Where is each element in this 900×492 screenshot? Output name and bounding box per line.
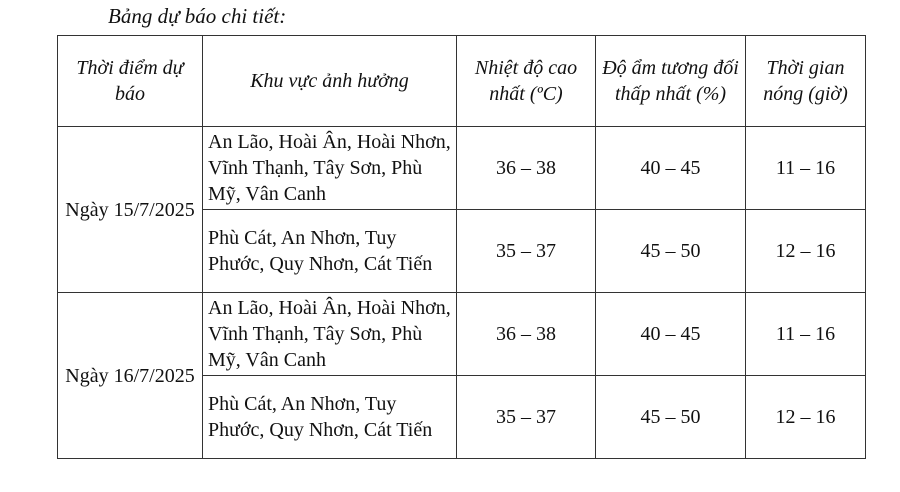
table-row <box>58 293 866 376</box>
forecast-table <box>57 35 866 459</box>
area-cell: Phù Cát, An Nhơn, Tuy Phước, Quy Nhơn, Cát Tiến <box>203 376 457 459</box>
temp-cell: 35 – 37 <box>457 376 596 459</box>
hours-cell: 11 – 16 <box>746 127 866 210</box>
date-cell: Ngày 16/7/2025 <box>58 293 203 459</box>
header-min-humidity: Độ ẩm tương đối thấp nhất (%) <box>596 36 746 127</box>
hours-cell: 12 – 16 <box>746 210 866 293</box>
hours-cell: 12 – 16 <box>746 376 866 459</box>
header-affected-area: Khu vực ảnh hưởng <box>203 36 457 127</box>
temp-cell: 36 – 38 <box>457 127 596 210</box>
area-cell: Phù Cát, An Nhơn, Tuy Phước, Quy Nhơn, Cát Tiến <box>203 210 457 293</box>
temp-cell: 36 – 38 <box>457 293 596 376</box>
temp-cell: 35 – 37 <box>457 210 596 293</box>
humidity-cell: 45 – 50 <box>596 376 746 459</box>
humidity-cell: 45 – 50 <box>596 210 746 293</box>
area-cell: An Lão, Hoài Ân, Hoài Nhơn, Vĩnh Thạnh, Tây Sơn, Phù Mỹ, Vân Canh <box>203 127 457 210</box>
table-row <box>58 127 866 210</box>
header-forecast-time: Thời điểm dự báo <box>58 36 203 127</box>
date-cell: Ngày 15/7/2025 <box>58 127 203 293</box>
humidity-cell: 40 – 45 <box>596 127 746 210</box>
header-row <box>58 36 866 127</box>
humidity-cell: 40 – 45 <box>596 293 746 376</box>
header-max-temperature: Nhiệt độ cao nhất (ºC) <box>457 36 596 127</box>
table-caption: Bảng dự báo chi tiết: <box>108 4 287 28</box>
hours-cell: 11 – 16 <box>746 293 866 376</box>
area-cell: An Lão, Hoài Ân, Hoài Nhơn, Vĩnh Thạnh, Tây Sơn, Phù Mỹ, Vân Canh <box>203 293 457 376</box>
header-hot-hours: Thời gian nóng (giờ) <box>746 36 866 127</box>
